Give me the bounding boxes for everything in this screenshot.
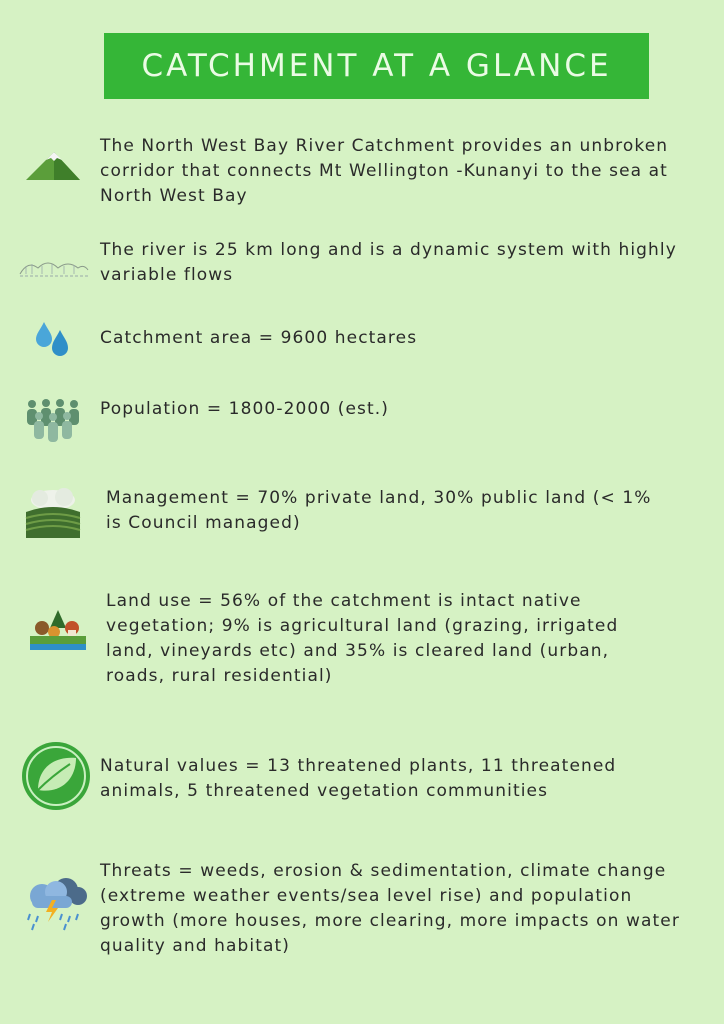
fact-text: Population = 1800-2000 (est.) xyxy=(100,399,389,419)
fact-text: Catchment area = 9600 hectares xyxy=(100,328,418,348)
fact-text: Land use = 56% of the catchment is intact native vegetation; 9% is agricultural land (grazing, irrigated land, vineyards etc) and 35% is cleared land (urban, roads, rural residential) xyxy=(106,591,619,686)
page-title: CATCHMENT AT A GLANCE xyxy=(141,48,612,84)
water-drops-icon xyxy=(34,320,74,364)
fact-text: Management = 70% private land, 30% public land (< 1% is Council managed) xyxy=(106,488,652,533)
fact-text: The North West Bay River Catchment provides an unbroken corridor that connects Mt Wellington -Kunanyi to the sea at North West Bay xyxy=(100,136,669,206)
fact-text: The river is 25 km long and is a dynamic system with highly variable flows xyxy=(100,240,677,285)
farmland-icon xyxy=(24,486,82,544)
fact-text: Natural values = 13 threatened plants, 11 threatened animals, 5 threatened vegetation communities xyxy=(100,756,617,801)
land-island-icon xyxy=(28,608,88,658)
river-sketch-icon xyxy=(18,256,90,282)
storm-cloud-icon xyxy=(22,874,92,938)
title-banner xyxy=(104,33,649,99)
fact-text: Threats = weeds, erosion & sedimentation, climate change (extreme weather events/sea level rise) and population growth (more houses, more clearing, more impacts on water quality and habitat) xyxy=(100,861,680,956)
people-group-icon xyxy=(24,396,82,448)
leaf-circle-icon xyxy=(20,740,92,816)
mountain-icon xyxy=(24,148,82,186)
